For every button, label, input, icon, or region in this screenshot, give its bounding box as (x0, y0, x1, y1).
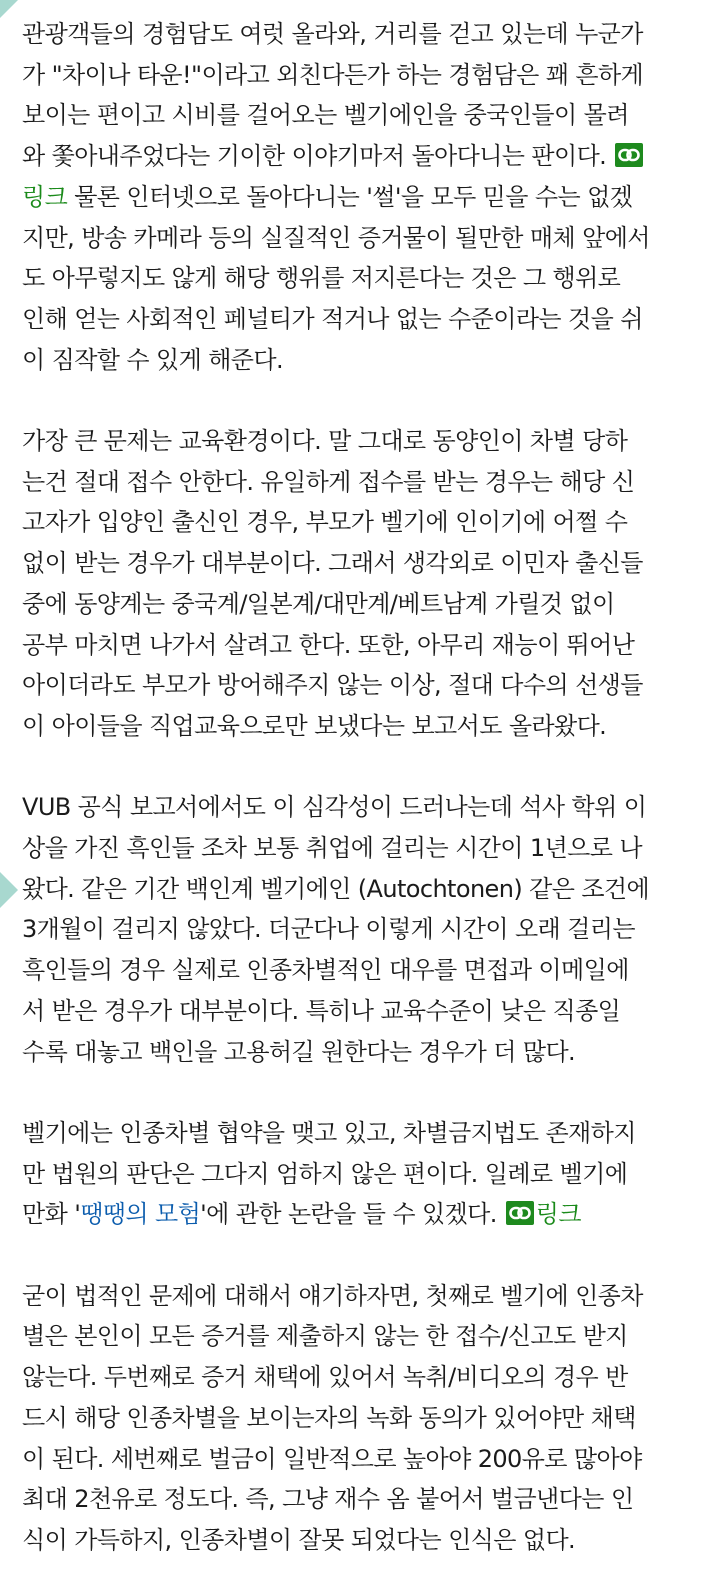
text-line: 상을 가진 흑인들 조차 보통 취업에 걸리는 시간이 1년으로 나 (22, 834, 642, 863)
text-line: 식이 가득하지, 인종차별이 잘못 되었다는 인식은 없다. (22, 1525, 576, 1554)
text-line: 굳이 법적인 문제에 대해서 얘기하자면, 첫째로 벨기에 인종차 (22, 1281, 643, 1310)
text-line: 가 "차이나 타운!"이라고 외친다든가 하는 경험담은 꽤 흔하게 (22, 60, 644, 89)
text-line (22, 1194, 694, 1235)
text-segment: 만화 ' (22, 1200, 81, 1229)
paragraph-education (22, 421, 694, 747)
paragraph-vub-report (22, 787, 694, 1072)
text-line: 이 된다. 세번째로 벌금이 일반적으로 높아야 200유로 많아야 (22, 1444, 642, 1473)
text-segment: '에 관한 논란을 들 수 있겠다. (200, 1200, 504, 1229)
text-line: 벨기에는 인종차별 협약을 맺고 있고, 차별금지법도 존재하지 (22, 1118, 636, 1147)
article-body (22, 14, 694, 1561)
text-line: 3개월이 걸리지 않았다. 더군다나 이렇게 시간이 오래 걸리는 (22, 915, 635, 944)
text-line: 만 법원의 판단은 그다지 엄하지 않은 편이다. 일례로 벨기에 (22, 1159, 628, 1188)
chain-link-icon[interactable] (615, 143, 643, 167)
text-line: 이 짐작할 수 있게 해준다. (22, 345, 283, 374)
text-line: 서 받은 경우가 대부분이다. 특히나 교육수준이 낮은 직종일 (22, 996, 621, 1025)
internal-link-tintin[interactable]: 땡땡의 모험 (80, 1200, 201, 1229)
text-line: 왔다. 같은 기간 백인계 벨기에인 (Autochtonen) 같은 조건에 (22, 874, 650, 903)
text-line: 지만, 방송 카메라 등의 실질적인 증거물이 될만한 매체 앞에서 (22, 223, 650, 252)
text-line: 는건 절대 접수 안한다. 유일하게 접수를 받는 경우는 해당 신 (22, 467, 635, 496)
external-link[interactable]: 링크 (535, 1200, 581, 1229)
edge-marker-top (0, 0, 18, 18)
text-line: 고자가 입양인 출신인 경우, 부모가 벨기에 인이기에 어쩔 수 (22, 508, 628, 537)
edge-marker-middle (0, 872, 18, 908)
text-segment: 와 쫓아내주었다는 기이한 이야기마저 돌아다니는 판이다. (22, 142, 614, 171)
text-line (22, 136, 694, 177)
text-line: 최대 2천유로 정도다. 즉, 그냥 재수 옴 붙어서 벌금낸다는 인 (22, 1485, 634, 1514)
text-line: 아이더라도 부모가 방어해주지 않는 이상, 절대 다수의 선생들 (22, 671, 643, 700)
text-line: 인해 얻는 사회적인 페널티가 적거나 없는 수준이라는 것을 쉬 (22, 304, 643, 333)
text-line: VUB 공식 보고서에서도 이 심각성이 드러나는데 석사 학위 이 (22, 793, 647, 822)
text-line: 드시 해당 인종차별을 보이는자의 녹화 동의가 있어야만 채택 (22, 1403, 636, 1432)
text-line: 공부 마치면 나가서 살려고 한다. 또한, 아무리 재능이 뛰어난 (22, 630, 635, 659)
text-line: 없이 받는 경우가 대부분이다. 그래서 생각외로 이민자 출신들 (22, 549, 643, 578)
paragraph-law (22, 1113, 694, 1235)
text-line: 않는다. 두번째로 증거 채택에 있어서 녹취/비디오의 경우 반 (22, 1363, 628, 1392)
paragraph-legal-issues (22, 1276, 694, 1561)
text-line: 이 아이들을 직업교육으로만 보냈다는 보고서도 올라왔다. (22, 711, 607, 740)
text-line: 중에 동양계는 중국계/일본계/대만계/베트남계 가릴것 없이 (22, 589, 615, 618)
text-line: 흑인들의 경우 실제로 인종차별적인 대우를 면접과 이메일에 (22, 956, 629, 985)
external-link[interactable]: 링크 (22, 182, 68, 211)
text-segment: 물론 인터넷으로 돌아다니는 '썰'을 모두 믿을 수는 없겠 (67, 182, 633, 211)
chain-link-icon[interactable] (506, 1201, 534, 1225)
paragraph-tourists (22, 14, 694, 380)
text-line: 수록 대놓고 백인을 고용허길 원한다는 경우가 더 많다. (22, 1037, 576, 1066)
text-line: 도 아무렇지도 않게 해당 행위를 저지른다는 것은 그 행위로 (22, 264, 621, 293)
text-line: 별은 본인이 모든 증거를 제출하지 않는 한 접수/신고도 받지 (22, 1322, 628, 1351)
text-line (22, 177, 694, 218)
text-line: 가장 큰 문제는 교육환경이다. 말 그대로 동양인이 차별 당하 (22, 427, 628, 456)
text-line: 관광객들의 경험담도 여럿 올라와, 거리를 걷고 있는데 누군가 (22, 20, 643, 48)
text-line: 보이는 편이고 시비를 걸어오는 벨기에인을 중국인들이 몰려 (22, 101, 629, 130)
